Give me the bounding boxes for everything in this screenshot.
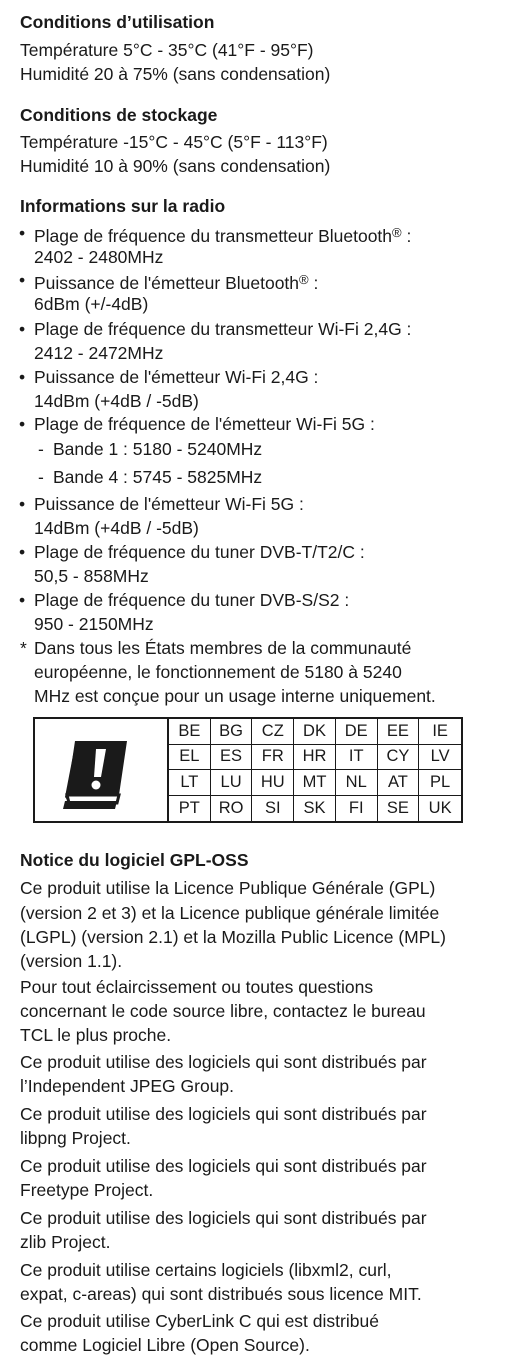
country-code-cell: HR xyxy=(294,745,336,771)
gpl-p3-line1: Ce produit utilise des logiciels qui sont distribués par xyxy=(20,1052,427,1072)
usage-humidity: Humidité 20 à 75% (sans condensation) xyxy=(20,64,331,84)
wifi24-power-line2: 14dBm (+4dB / -5dB) xyxy=(34,391,199,411)
country-code-cell: SK xyxy=(294,796,336,822)
gpl-p1-line2: (version 2 et 3) et la Licence publique générale limitée xyxy=(20,903,440,923)
wifi5-band1: Bande 1 : 5180 - 5240MHz xyxy=(53,439,263,459)
gpl-p3-line2: l’Independent JPEG Group. xyxy=(20,1076,235,1096)
gpl-p2-line1: Pour tout éclaircissement ou toutes questions xyxy=(20,977,374,997)
gpl-p7-line2: expat, c-areas) qui sont distribués sous licence MIT. xyxy=(20,1284,422,1304)
bullet: • xyxy=(19,542,26,562)
bt-freq-line1 xyxy=(34,221,411,248)
wifi24-freq-line1: Plage de fréquence du transmetteur Wi-Fi 2,4G : xyxy=(34,319,412,339)
country-code-cell: EE xyxy=(378,719,420,745)
registered-mark: ® xyxy=(392,225,402,240)
gpl-p6-line1: Ce produit utilise des logiciels qui sont distribués par xyxy=(20,1208,427,1228)
country-code-cell: FR xyxy=(252,745,294,771)
country-code-cell: NL xyxy=(336,770,378,796)
gpl-p1-line3: (LGPL) (version 2.1) et la Mozilla Public Licence (MPL) xyxy=(20,927,446,947)
country-code-grid xyxy=(169,719,461,821)
country-code-cell: PT xyxy=(169,796,211,822)
dvbs-line1: Plage de fréquence du tuner DVB-S/S2 : xyxy=(34,590,350,610)
gpl-p1-line4: (version 1.1). xyxy=(20,951,123,971)
gpl-p4-line1: Ce produit utilise des logiciels qui sont distribués par xyxy=(20,1104,427,1124)
exclamation-book-icon xyxy=(35,719,169,821)
country-code-cell: CY xyxy=(378,745,420,771)
eu-note-line3: MHz est conçue pour un usage interne uniquement. xyxy=(34,686,436,706)
gpl-p7-line1: Ce produit utilise certains logiciels (libxml2, curl, xyxy=(20,1260,392,1280)
country-code-cell: CZ xyxy=(252,719,294,745)
wifi24-freq-line2: 2412 - 2472MHz xyxy=(34,343,164,363)
country-code-cell: EL xyxy=(169,745,211,771)
bullet: • xyxy=(19,367,26,387)
country-code-cell: LV xyxy=(419,745,461,771)
gpl-p5-line2: Freetype Project. xyxy=(20,1180,154,1200)
country-code-cell: RO xyxy=(211,796,253,822)
bt-freq-colon: : xyxy=(401,226,412,246)
gpl-p8-line1: Ce produit utilise CyberLink C qui est distribué xyxy=(20,1311,379,1331)
storage-temperature: Température -15°C - 45°C (5°F - 113°F) xyxy=(20,132,328,152)
country-code-cell: ES xyxy=(211,745,253,771)
gpl-heading: Notice du logiciel GPL-OSS xyxy=(20,850,249,870)
country-code-cell: SI xyxy=(252,796,294,822)
country-code-cell: FI xyxy=(336,796,378,822)
bt-power-text: Puissance de l'émetteur Bluetooth xyxy=(34,273,300,293)
dvbs-line2: 950 - 2150MHz xyxy=(34,614,154,634)
country-code-cell: SE xyxy=(378,796,420,822)
gpl-p2-line3: TCL le plus proche. xyxy=(20,1025,172,1045)
gpl-p5-line1: Ce produit utilise des logiciels qui sont distribués par xyxy=(20,1156,427,1176)
dash: - xyxy=(38,439,44,459)
country-code-cell: LT xyxy=(169,770,211,796)
country-code-cell: BE xyxy=(169,719,211,745)
radio-info-heading: Informations sur la radio xyxy=(20,196,226,216)
wifi24-power-line1: Puissance de l'émetteur Wi-Fi 2,4G : xyxy=(34,367,319,387)
eu-note-line1: Dans tous les États membres de la communauté xyxy=(34,638,412,658)
eu-note-line2: européenne, le fonctionnement de 5180 à 5240 xyxy=(34,662,402,682)
dvbt-line2: 50,5 - 858MHz xyxy=(34,566,149,586)
wifi5-band4: Bande 4 : 5745 - 5825MHz xyxy=(53,467,263,487)
country-code-cell: MT xyxy=(294,770,336,796)
country-restriction-table xyxy=(33,717,463,823)
bt-power-line1 xyxy=(34,268,318,295)
usage-temperature: Température 5°C - 35°C (41°F - 95°F) xyxy=(20,40,314,60)
restriction-icon-cell xyxy=(35,719,169,821)
bullet: • xyxy=(19,223,26,243)
bullet: • xyxy=(19,319,26,339)
dvbt-line1: Plage de fréquence du tuner DVB-T/T2/C : xyxy=(34,542,365,562)
country-code-cell: LU xyxy=(211,770,253,796)
country-code-cell: DE xyxy=(336,719,378,745)
registered-mark: ® xyxy=(299,272,309,287)
storage-humidity: Humidité 10 à 90% (sans condensation) xyxy=(20,156,331,176)
storage-conditions-heading: Conditions de stockage xyxy=(20,105,218,125)
bt-freq-line2: 2402 - 2480MHz xyxy=(34,247,164,267)
country-code-cell: IT xyxy=(336,745,378,771)
gpl-p2-line2: concernant le code source libre, contactez le bureau xyxy=(20,1001,426,1021)
gpl-p6-line2: zlib Project. xyxy=(20,1232,111,1252)
bullet: • xyxy=(19,414,26,434)
country-code-cell: AT xyxy=(378,770,420,796)
bt-freq-text: Plage de fréquence du transmetteur Bluetooth xyxy=(34,226,393,246)
country-code-cell: HU xyxy=(252,770,294,796)
country-code-cell: IE xyxy=(419,719,461,745)
gpl-p4-line2: libpng Project. xyxy=(20,1128,131,1148)
note-asterisk: * xyxy=(20,638,27,658)
bullet: • xyxy=(19,270,26,290)
wifi5-power-line2: 14dBm (+4dB / -5dB) xyxy=(34,518,199,538)
wifi5-power-line1: Puissance de l'émetteur Wi-Fi 5G : xyxy=(34,494,304,514)
wifi5-freq-line1: Plage de fréquence de l'émetteur Wi-Fi 5G : xyxy=(34,414,375,434)
bullet: • xyxy=(19,590,26,610)
country-code-cell: PL xyxy=(419,770,461,796)
bullet: • xyxy=(19,494,26,514)
bt-power-colon: : xyxy=(308,273,319,293)
bt-power-line2: 6dBm (+/-4dB) xyxy=(34,294,149,314)
gpl-p1-line1: Ce produit utilise la Licence Publique Générale (GPL) xyxy=(20,878,436,898)
country-code-cell: DK xyxy=(294,719,336,745)
country-code-cell: BG xyxy=(211,719,253,745)
usage-conditions-heading: Conditions d’utilisation xyxy=(20,12,215,32)
dash: - xyxy=(38,467,44,487)
country-code-cell: UK xyxy=(428,798,452,817)
gpl-p8-line2: comme Logiciel Libre (Open Source). xyxy=(20,1335,310,1355)
